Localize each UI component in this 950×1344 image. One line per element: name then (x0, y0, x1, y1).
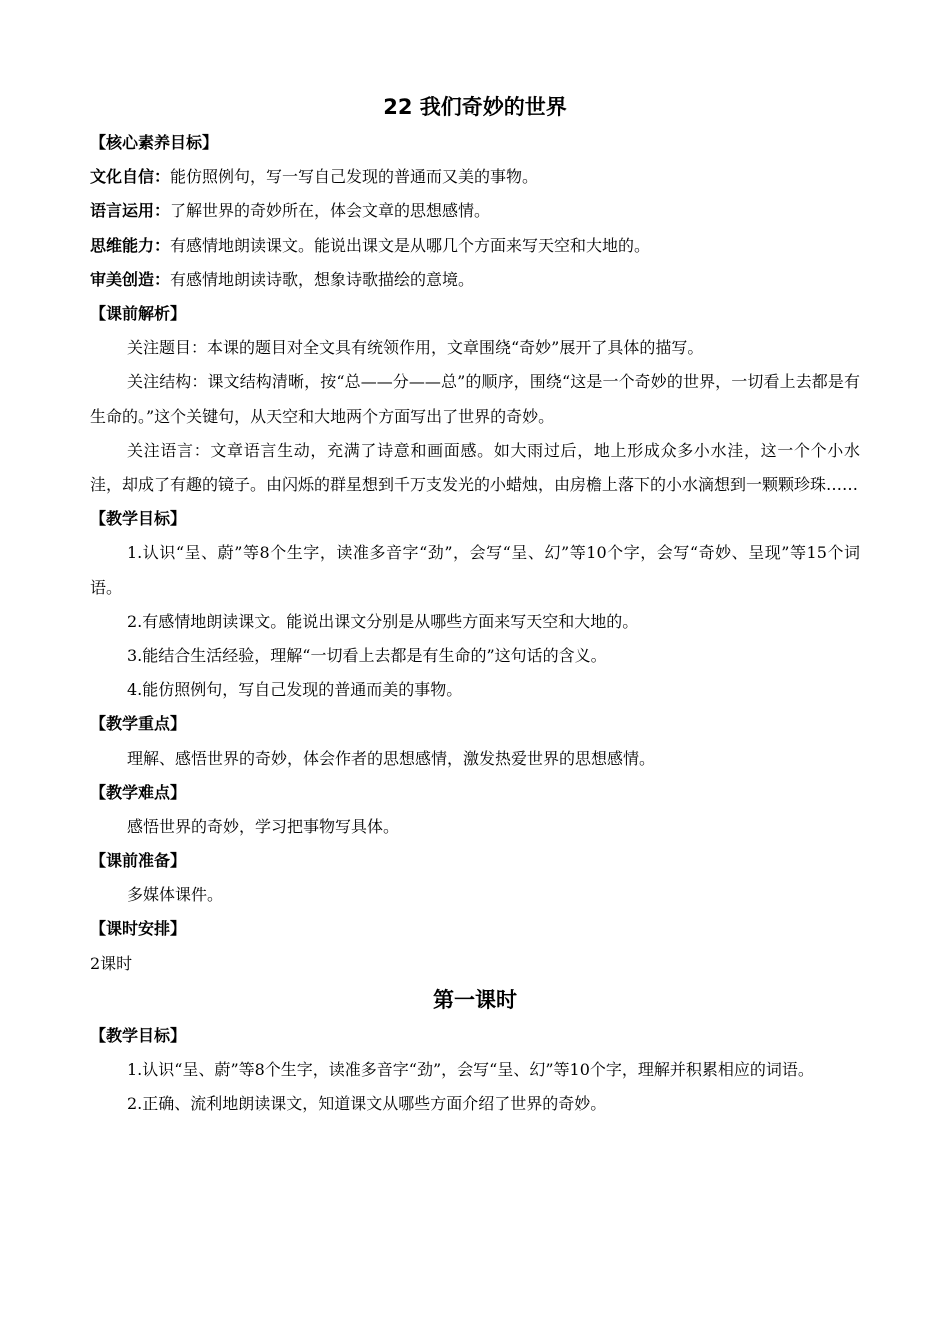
core-item-text: 有感情地朗读诗歌，想象诗歌描绘的意境。 (170, 269, 475, 289)
core-item-label: 思维能力： (90, 235, 171, 255)
objective-item: 3.能结合生活经验，理解“一切看上去都是有生命的”这句话的含义。 (127, 645, 607, 665)
core-item-label: 审美创造： (90, 269, 171, 289)
core-item-text: 有感情地朗读课文。能说出课文是从哪几个方面来写天空和大地的。 (170, 235, 651, 255)
lesson1-objective-item: 1.认识“呈、蔚”等8个生字，读准多音字“劲”，会写“呈、幻”等10个字，理解并积累相应的词语。 (127, 1060, 814, 1080)
objective-item: 1.认识“呈、蔚”等8个生字，读准多音字“劲”，会写“呈、幻”等10个字，会写“奇妙、呈现”等15个词语。 (90, 543, 860, 597)
core-item-language (90, 194, 860, 228)
schedule-text: 2课时 (90, 953, 133, 973)
analysis-paragraph-language: 关注语言：文章语言生动，充满了诗意和画面感。如大雨过后，地上形成众多小水洼，这一个个小水洼，却成了有趣的镜子。由闪烁的群星想到千万支发光的小蜡烛，由房檐上落下的小水滴想到一颗颗珍珠…… (90, 440, 860, 494)
key-points-text: 理解、感悟世界的奇妙，体会作者的思想感情，激发热爱世界的思想感情。 (127, 748, 656, 768)
section-heading-schedule: 【课时安排】 (90, 919, 187, 939)
section-heading-preparation: 【课前准备】 (90, 851, 187, 871)
document-page (90, 92, 860, 1121)
core-item-thinking (90, 229, 860, 263)
section-heading-core-literacy: 【核心素养目标】 (90, 133, 219, 152)
core-item-text: 了解世界的奇妙所在，体会文章的思想感情。 (170, 201, 491, 221)
lesson1-title: 第一课时 (433, 987, 517, 1012)
lesson1-objective-item: 2.正确、流利地朗读课文，知道课文从哪些方面介绍了世界的奇妙。 (127, 1094, 607, 1114)
objective-item: 4.能仿照例句，写自己发现的普通而美的事物。 (127, 680, 463, 700)
preparation-text: 多媒体课件。 (127, 885, 224, 905)
section-heading-key-points: 【教学重点】 (90, 714, 187, 734)
objective-item: 2.有感情地朗读课文。能说出课文分别是从哪些方面来写天空和大地的。 (127, 611, 639, 631)
document-title: 22 我们奇妙的世界 (383, 95, 567, 119)
core-item-culture (90, 160, 860, 194)
core-item-label: 文化自信： (90, 167, 171, 187)
core-item-label: 语言运用： (90, 201, 171, 221)
core-item-aesthetics (90, 263, 860, 297)
section-heading-difficulties: 【教学难点】 (90, 782, 187, 802)
section-heading-lesson1-objectives: 【教学目标】 (90, 1025, 187, 1045)
section-heading-objectives: 【教学目标】 (90, 509, 187, 529)
difficulties-text: 感悟世界的奇妙，学习把事物写具体。 (127, 816, 400, 836)
analysis-paragraph-title: 关注题目：本课的题目对全文具有统领作用，文章围绕“奇妙”展开了具体的描写。 (127, 338, 704, 358)
analysis-paragraph-structure: 关注结构：课文结构清晰，按“总——分——总”的顺序，围绕“这是一个奇妙的世界，一切看上去都是有生命的。”这个关键句，从天空和大地两个方面写出了世界的奇妙。 (90, 372, 860, 426)
core-item-text: 能仿照例句，写一写自己发现的普通而又美的事物。 (170, 167, 539, 187)
section-heading-pre-analysis: 【课前解析】 (90, 303, 187, 323)
